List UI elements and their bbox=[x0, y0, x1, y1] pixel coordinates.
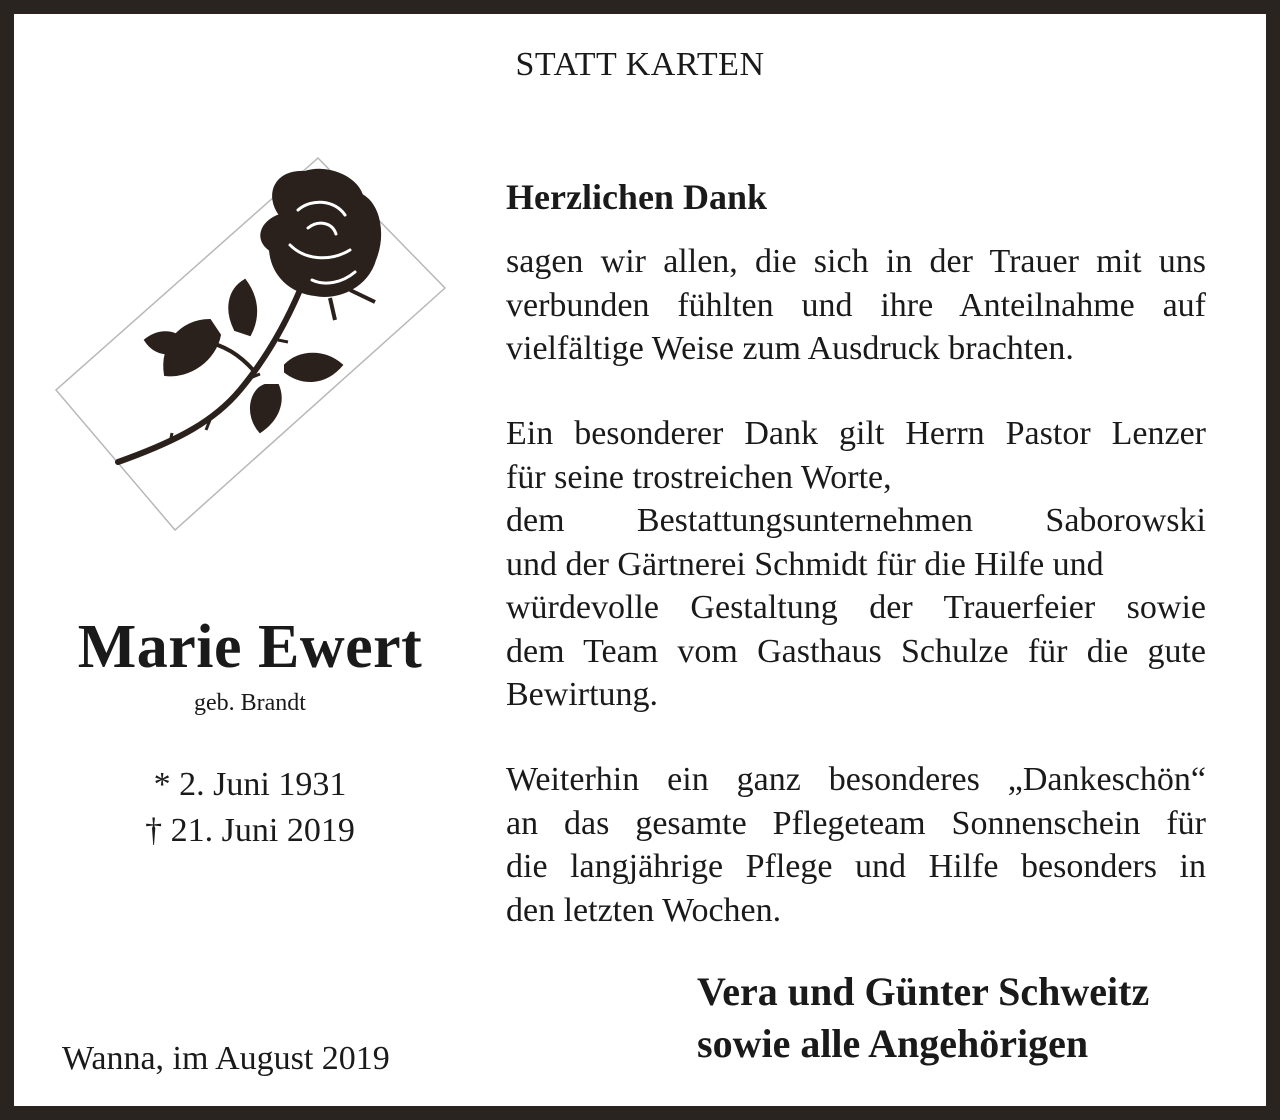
paragraph-special-thanks bbox=[506, 412, 1206, 717]
thanks-title: Herzlichen Dank bbox=[506, 177, 767, 217]
text-line: die langjährige Pflege und Hilfe besonders in bbox=[506, 848, 1206, 885]
text-line: Weiterhin ein ganz besonderes „Dankeschön“ bbox=[506, 761, 1206, 798]
death-date: † 21. Juni 2019 bbox=[145, 812, 355, 849]
text-line: an das gesamte Pflegeteam Sonnenschein für bbox=[506, 804, 1206, 842]
maiden-name: geb. Brandt bbox=[194, 690, 306, 716]
rose-card bbox=[56, 158, 445, 530]
text-line: und der Gärtnerei Schmidt für die Hilfe und bbox=[506, 545, 1104, 583]
paragraph-care-team bbox=[506, 758, 1206, 932]
birth-date: * 2. Juni 1931 bbox=[153, 766, 347, 803]
text-line: den letzten Wochen. bbox=[506, 891, 782, 929]
text-line: Ein besonderer Dank gilt Herrn Pastor Lenzer bbox=[506, 415, 1206, 452]
deceased-name: Marie Ewert bbox=[77, 613, 423, 681]
text-line: sagen wir allen, die sich in der Trauer mit uns bbox=[506, 243, 1206, 280]
rose-icon bbox=[50, 150, 450, 540]
text-line: dem Team vom Gasthaus Schulze für die gute bbox=[506, 632, 1206, 670]
paragraph-thanks-all bbox=[506, 240, 1206, 371]
text-line: vielfältige Weise zum Ausdruck brachten. bbox=[506, 330, 1074, 367]
signature-line: Vera und Günter Schweitz bbox=[697, 969, 1150, 1014]
text-line: würdevolle Gestaltung der Trauerfeier sowie bbox=[506, 589, 1206, 626]
text-line: für seine trostreichen Worte, bbox=[506, 458, 892, 496]
header-statt-karten: STATT KARTEN bbox=[515, 46, 765, 83]
text-line: Bewirtung. bbox=[506, 676, 659, 713]
text-line: verbunden fühlten und ihre Anteilnahme auf bbox=[506, 286, 1206, 324]
text-line: dem Bestattungsunternehmen Saborowski bbox=[506, 502, 1206, 539]
place-and-date: Wanna, im August 2019 bbox=[62, 1040, 390, 1077]
signature-line: sowie alle Angehörigen bbox=[697, 1021, 1089, 1066]
